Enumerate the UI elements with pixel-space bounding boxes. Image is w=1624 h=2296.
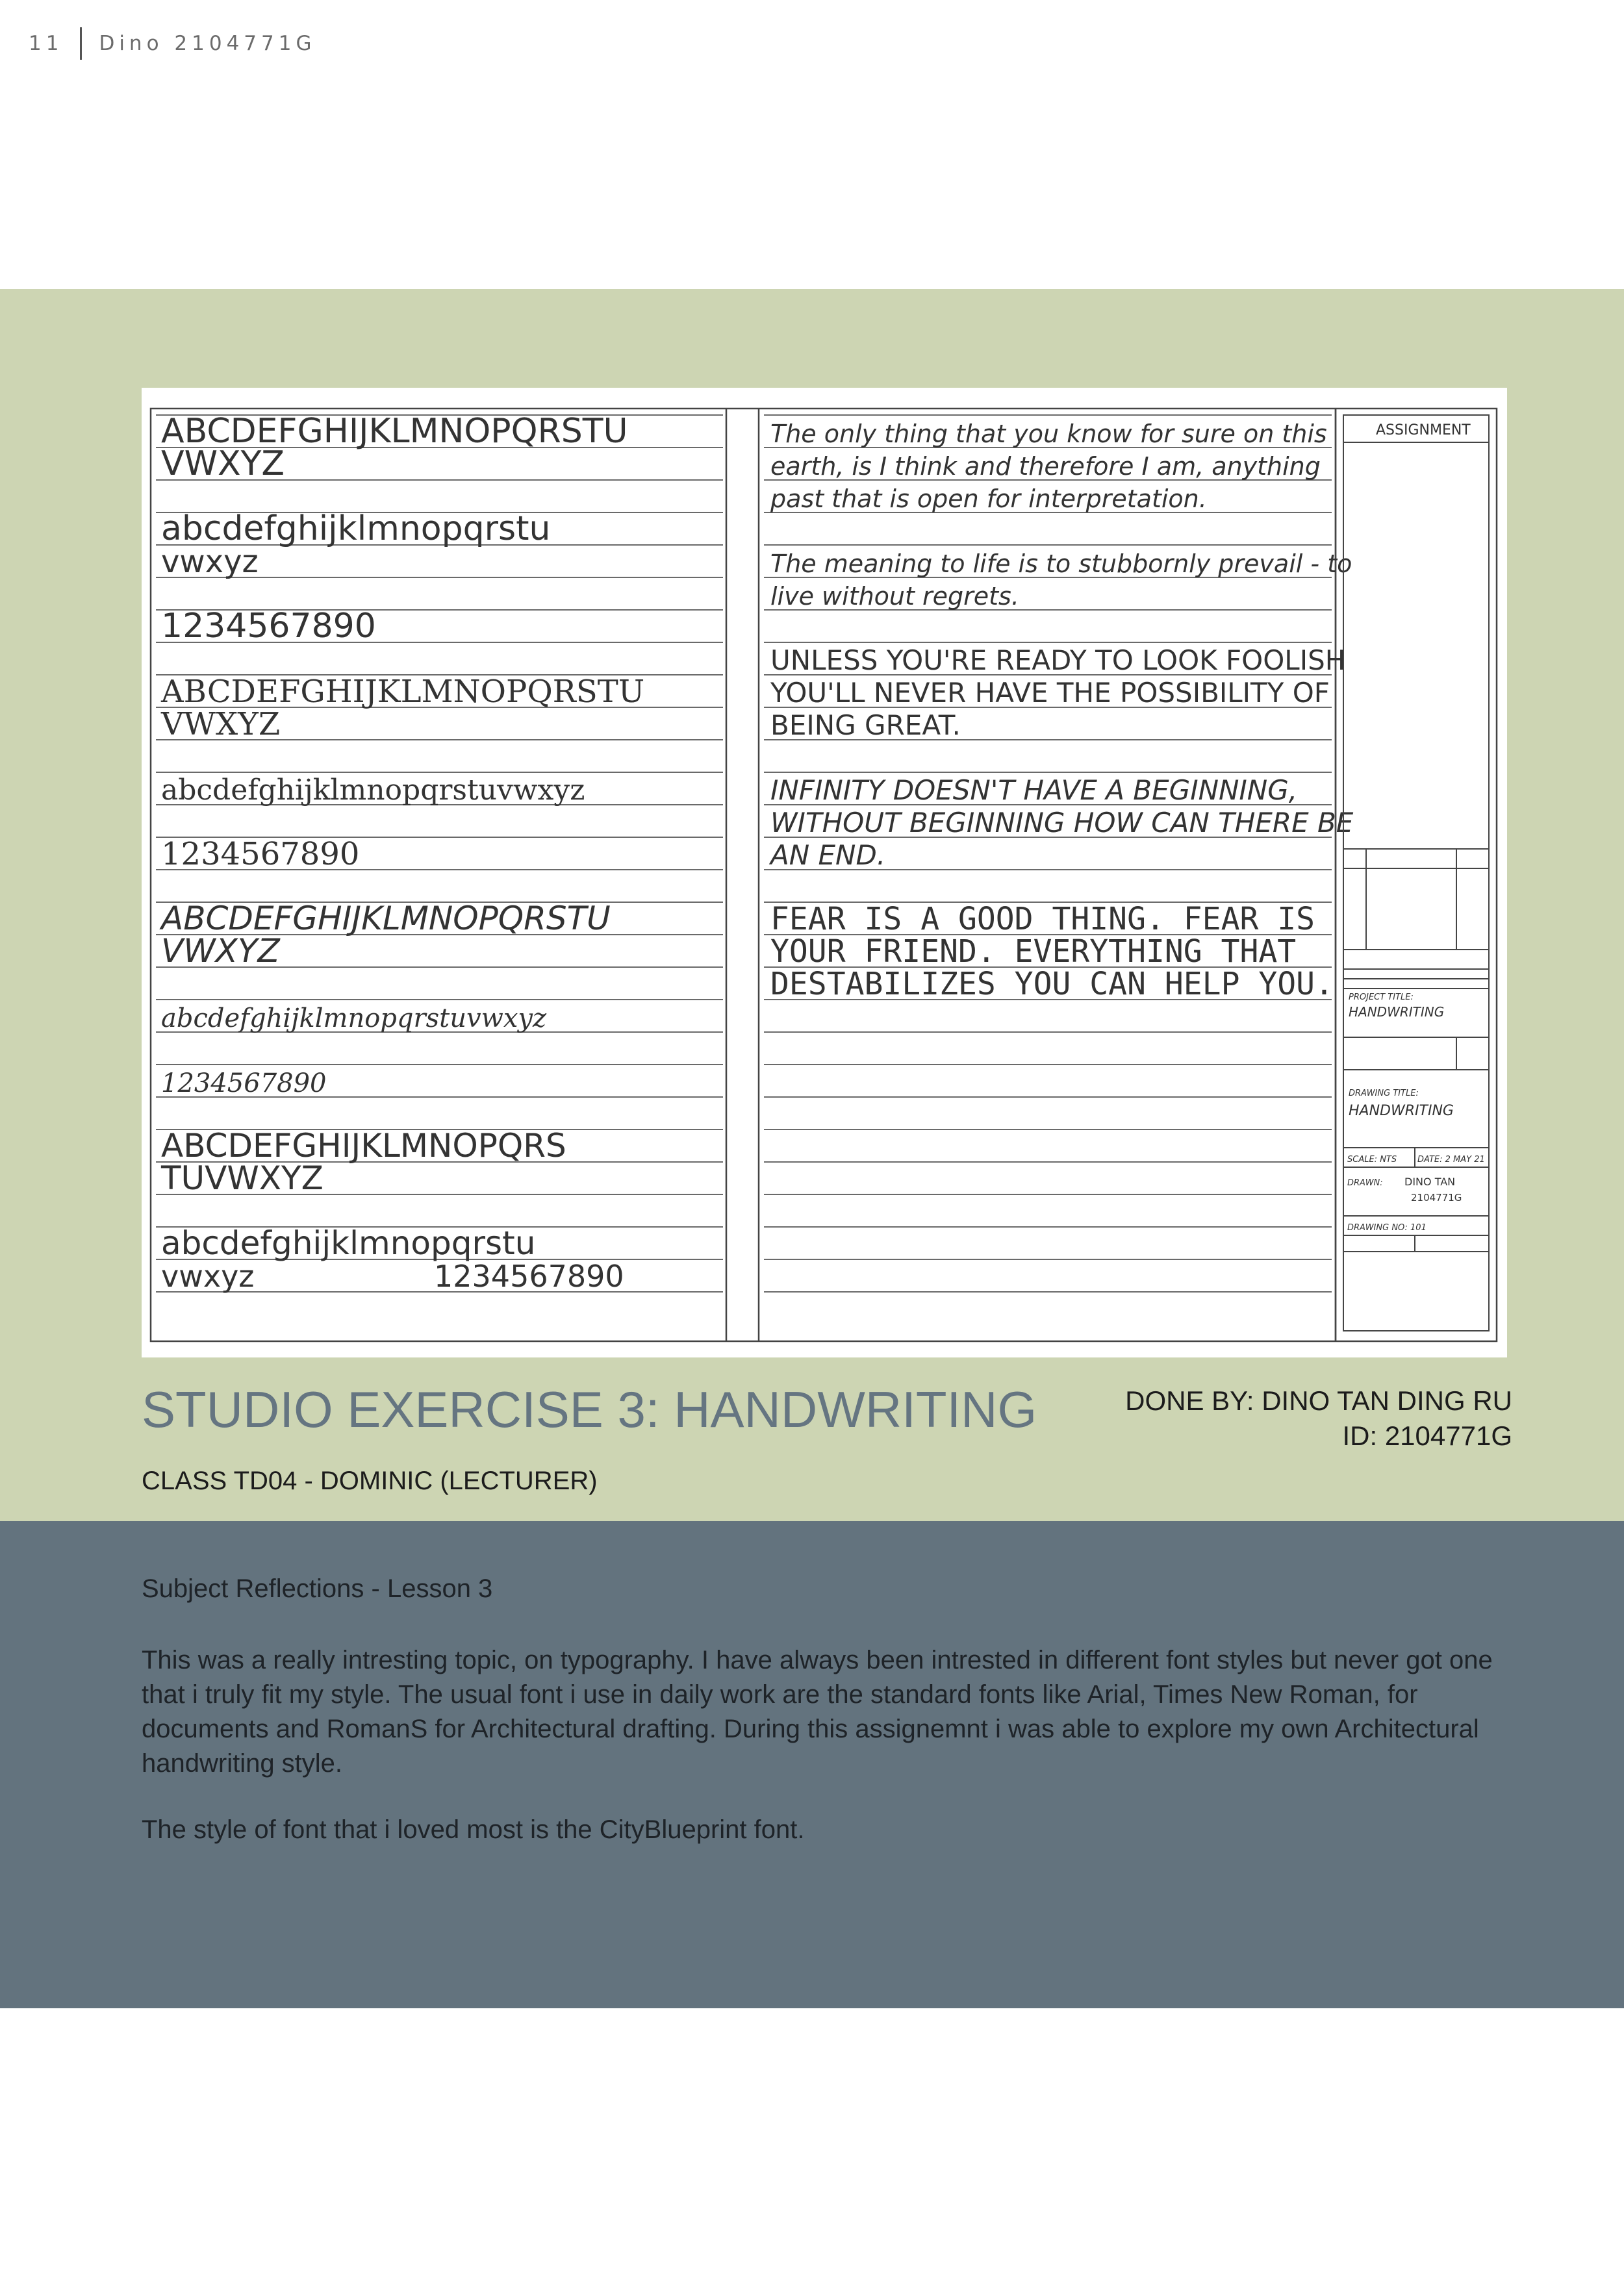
drawn-label: DRAWN: <box>1347 1178 1383 1188</box>
practice-line: vwxyz <box>161 544 259 580</box>
quote-line: earth, is I think and therefore I am, anything <box>770 452 1321 481</box>
quote-line: live without regrets. <box>770 582 1019 611</box>
document-title: Dino 2104771G <box>99 32 316 55</box>
quote-line: AN END. <box>770 839 886 871</box>
practice-line: VWXYZ <box>161 706 281 742</box>
reflection-heading: Subject Reflections - Lesson 3 <box>142 1574 493 1603</box>
student-id: ID: 2104771G <box>1342 1420 1512 1451</box>
practice-line: VWXYZ <box>161 932 280 970</box>
handwriting-drawing <box>142 388 1507 1357</box>
quote-line: YOU'LL NEVER HAVE THE POSSIBILITY OF <box>770 677 1330 709</box>
quote-line: WITHOUT BEGINNING HOW CAN THERE BE <box>770 807 1354 839</box>
practice-line: vwxyz <box>161 1259 255 1294</box>
drawn-name: DINO TAN <box>1404 1176 1456 1188</box>
practice-line: ABCDEFGHIJKLMNOPQRS <box>161 1127 566 1165</box>
reflection-paragraph: This was a really intresting topic, on typography. I have always been intrested in different font styles but never got one that i truly fit my style. The usual font i use in daily work are the standard fonts like Arial, Times New Roman, for documents and RomanS for Architectural drafting. During this assignemnt i was able to explore my own Architectural handwriting style. <box>142 1646 1493 1778</box>
quote-line: UNLESS YOU'RE READY TO LOOK FOOLISH <box>770 644 1346 676</box>
exercise-title: STUDIO EXERCISE 3: HANDWRITING <box>142 1381 1037 1438</box>
practice-line: 1234567890 <box>434 1259 624 1294</box>
scale-field: SCALE: NTS <box>1347 1155 1397 1165</box>
handwriting-sheet <box>142 388 1507 1357</box>
quote-line: DESTABILIZES YOU CAN HELP YOU. <box>770 966 1334 1002</box>
quote-line: INFINITY DOESN'T HAVE A BEGINNING, <box>770 774 1298 806</box>
quote-line: BEING GREAT. <box>770 709 961 741</box>
header-divider <box>80 27 82 60</box>
assignment-label: ASSIGNMENT <box>1376 422 1471 438</box>
quote-line: past that is open for interpretation. <box>770 485 1207 513</box>
practice-line: abcdefghijklmnopqrstu <box>161 1224 536 1262</box>
practice-line: VWXYZ <box>161 444 285 483</box>
reflection-closing: The style of font that i loved most is the CityBlueprint font. <box>142 1815 805 1844</box>
project-title-label: PROJECT TITLE: <box>1349 992 1414 1002</box>
drawing-title-value: HANDWRITING <box>1349 1103 1454 1119</box>
practice-line: ABCDEFGHIJKLMNOPQRSTU <box>161 412 628 451</box>
drawing-title-label: DRAWING TITLE: <box>1349 1089 1419 1098</box>
practice-line: ABCDEFGHIJKLMNOPQRSTU <box>161 900 611 937</box>
practice-line: abcdefghijklmnopqrstuvwxyz <box>161 774 585 807</box>
drawing-number: DRAWING NO: 101 <box>1347 1223 1427 1233</box>
sheet-border <box>151 409 1497 1341</box>
class-line: CLASS TD04 - DOMINIC (LECTURER) <box>142 1467 598 1495</box>
page-number: 11 <box>29 32 64 55</box>
project-title-value: HANDWRITING <box>1349 1004 1445 1020</box>
practice-line: ABCDEFGHIJKLMNOPQRSTU <box>161 674 645 710</box>
practice-line: abcdefghijklmnopqrstuvwxyz <box>161 1003 547 1033</box>
practice-line: 1234567890 <box>161 607 376 646</box>
quote-line: YOUR FRIEND. EVERYTHING THAT <box>770 933 1297 970</box>
practice-line: TUVWXYZ <box>161 1159 324 1197</box>
quote-line: The only thing that you know for sure on this <box>770 420 1327 448</box>
practice-line: 1234567890 <box>161 836 360 872</box>
author-block <box>1125 1383 1512 1454</box>
quote-line: FEAR IS A GOOD THING. FEAR IS <box>770 901 1315 937</box>
drawn-id: 2104771G <box>1411 1192 1462 1204</box>
done-by: DONE BY: DINO TAN DING RU <box>1125 1385 1512 1416</box>
practice-line: abcdefghijklmnopqrstu <box>161 509 551 548</box>
date-field: DATE: 2 MAY 21 <box>1417 1155 1485 1165</box>
page-header <box>29 27 316 60</box>
practice-line: 1234567890 <box>161 1068 327 1098</box>
quote-line: The meaning to life is to stubbornly prevail - to <box>770 549 1352 578</box>
